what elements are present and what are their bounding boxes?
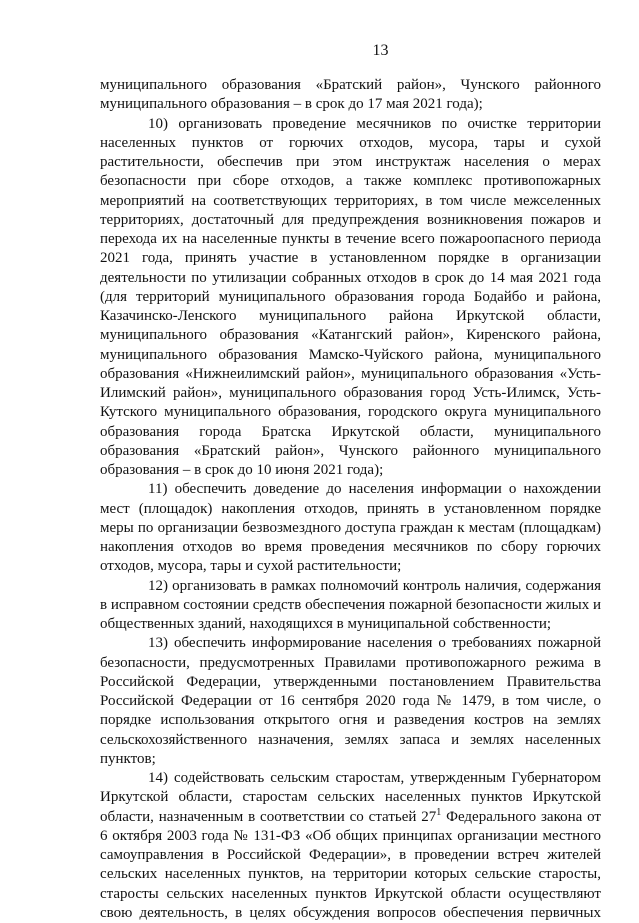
paragraph-continuation: муниципального образования «Братский район», Чунского районного муниципального образования – в срок до 17 мая 2021 года); [100, 77, 601, 113]
paragraph-item-14-text-after: Федерального закона от 6 октября 2003 года № 131-ФЗ «Об общих принципах организации местного самоуправления в Российской Федерации», в проведении встреч жителей сельских населенных пунктов, на территории которых сельские старосты, старосты сельских населенных пунктов Иркутской области осуществляют свою деятельность, в целях обсуждения вопросов обеспечения первичных [100, 808, 601, 921]
superscript-marker: 1 [436, 806, 442, 818]
document-body [100, 76, 601, 923]
paragraph-item-13: 13) обеспечить информирование населения о требованиях пожарной безопасности, предусмотренных Правилами противопожарного режима в Российской Федерации, утвержденными постановлением Правительства Российской Федерации от 16 сентября 2020 года № 1479, в том числе, о порядке использования открытого огня и разведения костров на землях сельскохозяйственного назначения, землях запаса и землях населенных пунктов; [100, 635, 601, 767]
paragraph-item-11: 11) обеспечить доведение до населения информации о нахождении мест (площадок) накопления отходов, принять в установленном порядке меры по организации безвозмездного доступа граждан к местам (площадкам) накопления отходов во время проведения месячников по сбору горючих отходов, мусора, тары и сухой растительности; [100, 481, 601, 575]
paragraph-item-14 [100, 769, 601, 923]
page-number: 13 [372, 42, 389, 59]
paragraph-item-12: 12) организовать в рамках полномочий контроль наличия, содержания в исправном состоянии средств обеспечения пожарной безопасности жилых и общественных зданий, находящихся в муниципальной собственности; [100, 577, 601, 632]
paragraph-item-10: 10) организовать проведение месячников по очистке территории населенных пунктов от горючих отходов, мусора, тары и сухой растительности, обеспечив при этом инструктаж населения о мерах безопасности при сборе отходов, а также комплекс противопожарных мероприятий на соответствующих территориях, в том числе межселенных территориях, достаточный для предупреждения возникновения пожаров и перехода их на населенные пункты в течение всего пожароопасного периода 2021 года, принять участие в установленном порядке в организации деятельности по утилизации собранных отходов в срок до 14 мая 2021 года (для территорий муниципального образования города Бодайбо и района, Казачинско-Ленского муниципального района Иркутской области, муниципального образования «Катангский район», Киренского района, муниципального образования Мамско-Чуйского района, муниципального образования «Нижнеилимский район», муниципального образования «Усть-Илимский район», муниципального образования город Усть-Илимск, Усть-Кутского муниципального образования, городского округа муниципального образования города Братска Иркутской области, муниципального образования «Братский район», Чунского районного муниципального образования – в срок до 10 июня 2021 года); [100, 115, 601, 478]
paragraph-item-14-text-before: 14) содействовать сельским старостам, утвержденным Губернатором Иркутской области, старостам сельских населенных пунктов Иркутской области, назначенным в соответствии со статьей 27 [100, 770, 601, 825]
